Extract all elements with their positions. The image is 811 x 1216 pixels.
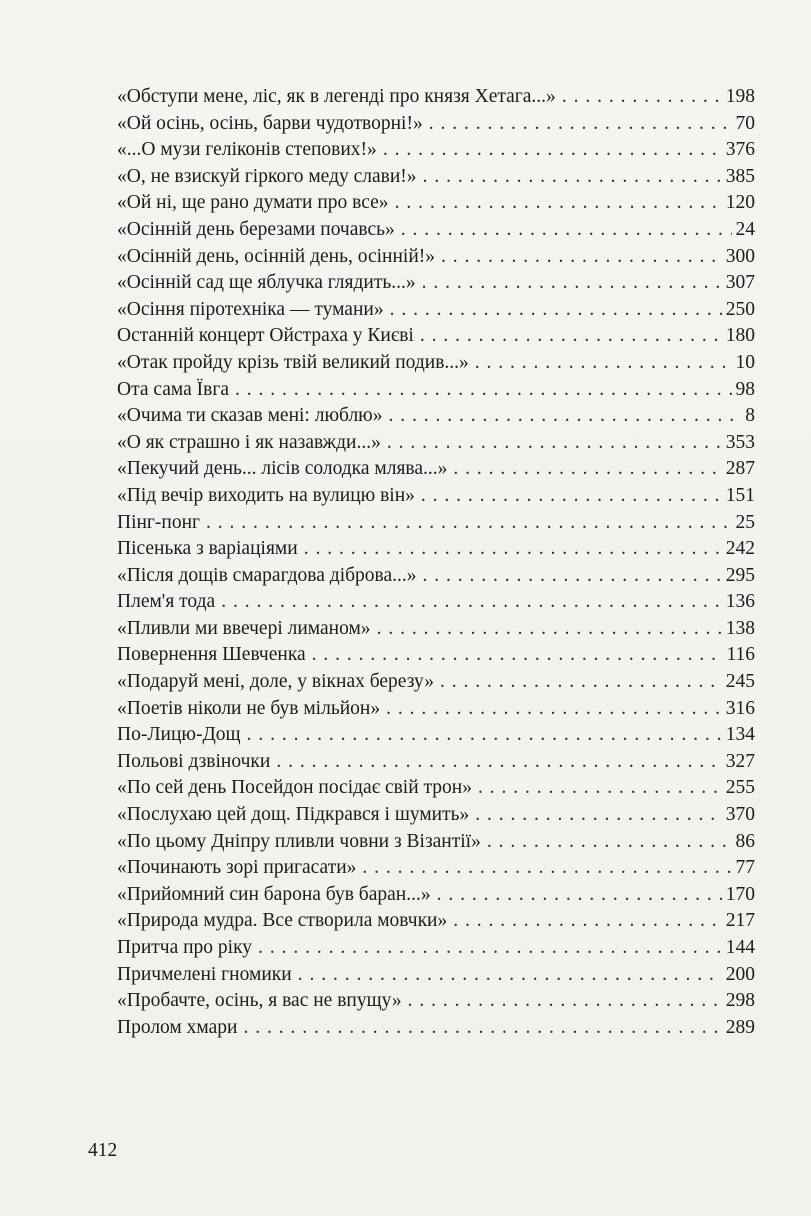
page-number: 412 — [88, 1140, 118, 1161]
dot-leader — [421, 483, 722, 510]
toc-entry — [117, 669, 755, 696]
toc-entry-title: «Під вечір виходить на вулицю він» — [117, 484, 415, 506]
toc-entry — [117, 350, 755, 377]
toc-entry-title: Пролом хмари — [117, 1016, 238, 1038]
toc-entry-page: 242 — [725, 538, 755, 560]
toc-entry-page: 287 — [725, 458, 755, 480]
dot-leader — [258, 935, 722, 962]
dot-leader — [401, 217, 732, 244]
toc-entry-page: 151 — [725, 484, 755, 506]
toc-entry-page: 245 — [725, 671, 755, 693]
toc-entry-title: «Починають зорі пригасати» — [117, 857, 357, 879]
dot-leader — [390, 297, 722, 324]
toc-entry — [117, 430, 755, 457]
dot-leader — [387, 430, 722, 457]
toc-entry-page: 144 — [725, 937, 755, 958]
dot-leader — [389, 403, 742, 430]
toc-entry-title: «Обступи мене, ліс, як в легенді про князя Хетага...» — [117, 86, 556, 107]
toc-entry — [117, 855, 755, 882]
toc-entry-title: «Отак пройду крізь твій великий подив...» — [117, 351, 469, 373]
toc-entry-title: Повернення Шевченка — [117, 644, 306, 666]
toc-entry — [117, 323, 755, 350]
dot-leader — [475, 802, 721, 829]
toc-entry-title: «По сей день Посейдон посідає свій трон» — [117, 777, 472, 799]
toc-entry-title: «...О музи геліконів степових!» — [117, 139, 377, 161]
dot-leader — [362, 855, 731, 882]
dot-leader — [243, 1015, 721, 1042]
toc-entry-page: 353 — [725, 431, 755, 453]
toc-entry-title: «Поетів ніколи не був мільйон» — [117, 697, 381, 719]
toc-entry-title: «Ой ні, ще рано думати про все» — [117, 192, 389, 214]
toc-entry — [117, 616, 755, 643]
toc-entry-page: 134 — [725, 724, 755, 746]
table-of-contents — [117, 84, 755, 1041]
toc-entry — [117, 137, 755, 164]
toc-entry-page: 25 — [735, 511, 755, 533]
toc-entry — [117, 456, 755, 483]
toc-entry-page: 136 — [725, 591, 755, 613]
dot-leader — [221, 589, 722, 616]
toc-entry-page: 70 — [735, 112, 755, 134]
toc-entry — [117, 1015, 755, 1042]
toc-entry-page: 289 — [725, 1016, 755, 1038]
toc-entry-page: 217 — [725, 910, 755, 932]
toc-entry-title: «Послухаю цей дощ. Підкрався і шумить» — [117, 804, 470, 826]
toc-entry-title: «О як страшно і як назавжди...» — [117, 431, 381, 453]
toc-entry-page: 10 — [735, 351, 755, 373]
toc-entry-page: 86 — [735, 830, 755, 852]
toc-entry — [117, 377, 755, 404]
toc-entry-title: «Пливли ми ввечері лиманом» — [117, 617, 371, 639]
dot-leader — [312, 642, 723, 669]
toc-entry — [117, 829, 755, 856]
toc-entry-title: «Осіння піротехніка — тумани» — [117, 298, 384, 320]
dot-leader — [377, 616, 722, 643]
dot-leader — [429, 111, 732, 138]
dot-leader — [298, 962, 722, 989]
toc-entry-page: 24 — [735, 218, 755, 240]
toc-entry-page: 98 — [735, 378, 755, 400]
toc-entry — [117, 483, 755, 510]
toc-entry-page: 385 — [725, 165, 755, 187]
dot-leader — [453, 456, 721, 483]
toc-entry-title: Пінг-понг — [117, 511, 201, 533]
toc-entry-page: 8 — [745, 405, 755, 427]
toc-entry-title: «Осінній день, осінній день, осінній!» — [117, 245, 435, 267]
toc-entry — [117, 802, 755, 829]
toc-entry-title: Плем'я тода — [117, 591, 216, 613]
toc-entry-page: 250 — [725, 298, 755, 320]
toc-entry-title: «Природа мудра. Все створила мовчки» — [117, 910, 448, 932]
toc-entry — [117, 563, 755, 590]
toc-entry-title: Ота сама Ївга — [117, 378, 230, 400]
dot-leader — [441, 244, 722, 271]
dot-leader — [235, 377, 731, 404]
toc-entry-page: 116 — [726, 644, 755, 666]
toc-entry-page: 295 — [725, 564, 755, 586]
toc-entry — [117, 84, 755, 111]
toc-entry — [117, 297, 755, 324]
dot-leader — [487, 829, 732, 856]
toc-entry-page: 370 — [725, 804, 755, 826]
dot-leader — [247, 722, 722, 749]
toc-entry-title: «О, не взискуй гіркого меду слави!» — [117, 165, 417, 187]
toc-entry — [117, 217, 755, 244]
toc-entry-page: 120 — [725, 192, 755, 214]
toc-entry — [117, 988, 755, 1015]
toc-entry-title: Пісенька з варіаціями — [117, 538, 298, 560]
toc-entry-title: По-Лицю-Дощ — [117, 724, 241, 746]
toc-entry-page: 376 — [725, 139, 755, 161]
toc-entry-title: «Осінній сад ще яблучка глядить...» — [117, 272, 416, 294]
dot-leader — [383, 137, 722, 164]
toc-entry-title: «Пробачте, осінь, я вас не впущу» — [117, 990, 402, 1012]
toc-entry-title: «Пекучий день... лісів солодка млява...» — [117, 458, 448, 480]
toc-entry-page: 77 — [735, 857, 755, 879]
dot-leader — [453, 908, 722, 935]
toc-entry — [117, 962, 755, 989]
dot-leader — [423, 563, 722, 590]
toc-entry — [117, 244, 755, 271]
toc-entry — [117, 270, 755, 297]
toc-entry-page: 327 — [725, 750, 755, 772]
toc-entry — [117, 749, 755, 776]
toc-entry — [117, 403, 755, 430]
dot-leader — [420, 323, 722, 350]
toc-entry-title: Притча про ріку — [117, 937, 253, 958]
toc-entry-page: 200 — [725, 963, 755, 985]
toc-entry-title: «По цьому Дніпру пливли човни з Візантії» — [117, 830, 481, 852]
toc-entry-page: 198 — [725, 86, 755, 107]
dot-leader — [395, 190, 722, 217]
toc-entry — [117, 536, 755, 563]
toc-entry-title: «Ой осінь, осінь, барви чудотворні!» — [117, 112, 423, 134]
toc-entry — [117, 882, 755, 909]
toc-entry — [117, 510, 755, 537]
dot-leader — [440, 669, 722, 696]
toc-entry-title: «Подаруй мені, доле, у вікнах березу» — [117, 671, 434, 693]
dot-leader — [562, 84, 722, 111]
dot-leader — [206, 510, 731, 537]
dot-leader — [437, 882, 722, 909]
toc-entry — [117, 642, 755, 669]
toc-entry-title: «Осінній день березами почавсь» — [117, 218, 395, 240]
dot-leader — [408, 988, 722, 1015]
toc-entry — [117, 589, 755, 616]
toc-entry — [117, 935, 755, 962]
toc-entry-title: Останній концерт Ойстраха у Києві — [117, 325, 414, 347]
toc-entry — [117, 722, 755, 749]
toc-entry-page: 300 — [725, 245, 755, 267]
toc-entry-page: 180 — [725, 325, 755, 347]
toc-entry-page: 316 — [725, 697, 755, 719]
dot-leader — [386, 696, 722, 723]
toc-entry-page: 170 — [725, 883, 755, 905]
toc-entry — [117, 111, 755, 138]
dot-leader — [304, 536, 722, 563]
toc-entry-title: «Після дощів смарагдова діброва...» — [117, 564, 417, 586]
dot-leader — [423, 164, 722, 191]
dot-leader — [276, 749, 721, 776]
toc-entry-title: Польові дзвіночки — [117, 750, 271, 772]
toc-entry-page: 255 — [725, 777, 755, 799]
toc-entry-page: 307 — [725, 272, 755, 294]
toc-entry-title: «Очима ти сказав мені: люблю» — [117, 405, 383, 427]
toc-entry-page: 298 — [725, 990, 755, 1012]
toc-entry-title: Причмелені гномики — [117, 963, 292, 985]
toc-entry — [117, 775, 755, 802]
toc-entry-title: «Прийомний син барона був баран...» — [117, 883, 431, 905]
toc-entry — [117, 190, 755, 217]
toc-entry-page: 138 — [725, 617, 755, 639]
dot-leader — [478, 775, 722, 802]
dot-leader — [422, 270, 722, 297]
toc-entry — [117, 908, 755, 935]
toc-entry — [117, 696, 755, 723]
toc-entry — [117, 164, 755, 191]
dot-leader — [475, 350, 732, 377]
